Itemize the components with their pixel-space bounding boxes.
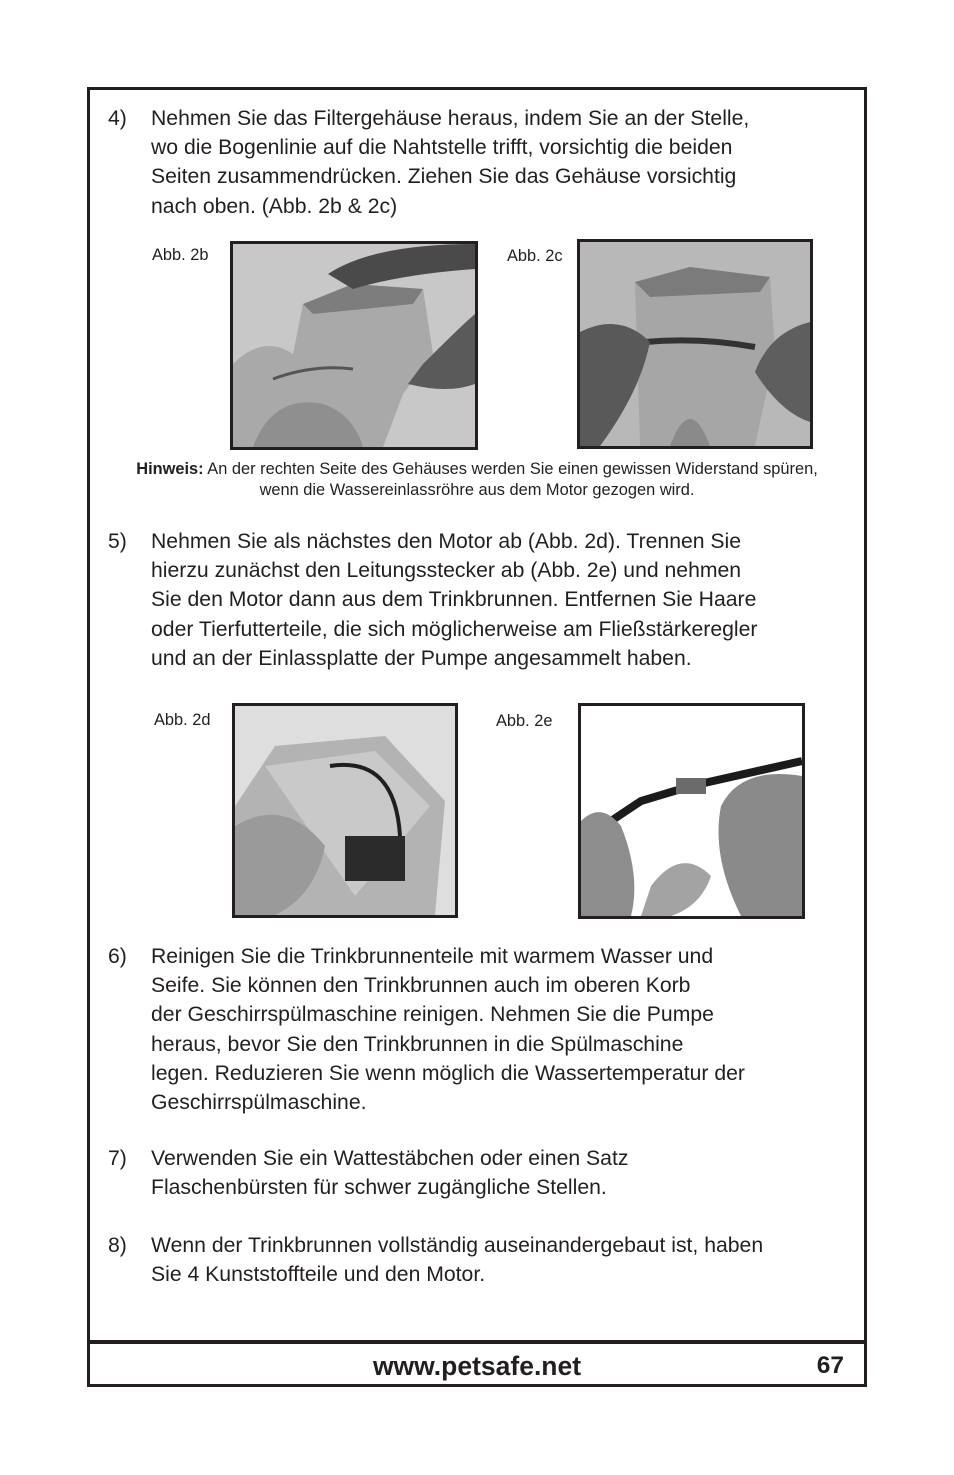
figure-caption-2b: Abb. 2b [152,246,209,264]
step-number: 7) [108,1147,127,1170]
step-4 [108,104,858,221]
step-8 [108,1231,858,1289]
footer-url[interactable]: www.petsafe.net [372,1351,582,1381]
footer-divider [87,1340,867,1344]
photo-abb-2d [232,703,458,918]
step-5 [108,527,858,673]
note [120,459,834,501]
step-text: Nehmen Sie als nächstes den Motor ab (Abb. 2d). Trennen Sie hierzu zunächst den Leitungsstecker ab (Abb. 2e) und nehmen Sie den Motor dann aus dem Trinkbrunnen. Entfernen Sie Haare oder Tierfutterteile, die sich möglicherweise am Fließstärkeregler und an der Einlassplatte der Pumpe angesammelt haben. [151,530,758,670]
figure-caption-2d: Abb. 2d [154,711,211,729]
figure-caption-2e: Abb. 2e [496,712,553,730]
step-7 [108,1144,858,1202]
step-number: 4) [108,107,127,130]
step-number: 8) [108,1234,127,1257]
note-text: An der rechten Seite des Gehäuses werden Sie einen gewissen Widerstand spüren, wenn die Wassereinlassröhre aus dem Motor gezogen wird. [203,460,818,500]
step-text: Reinigen Sie die Trinkbrunnenteile mit warmem Wasser und Seife. Sie können den Trinkbrunnen auch im oberen Korb der Geschirrspülmaschine reinigen. Nehmen Sie die Pumpe heraus, bevor Sie den Trinkbrunnen in die Spülmaschine legen. Reduzieren Sie wenn möglich die Wassertemperatur der Geschirrspülmaschine. [151,945,745,1115]
page-number: 67 [816,1352,844,1379]
step-text: Wenn der Trinkbrunnen vollständig auseinandergebaut ist, haben Sie 4 Kunststoffteile und den Motor. [151,1234,764,1287]
step-number: 5) [108,530,127,553]
step-number: 6) [108,945,127,968]
photo-abb-2e [578,703,805,919]
step-6 [108,942,858,1117]
note-label: Hinweis: [136,460,204,478]
step-text: Nehmen Sie das Filtergehäuse heraus, indem Sie an der Stelle, wo die Bogenlinie auf die Nahtstelle trifft, vorsichtig die beiden Seiten zusammendrücken. Ziehen Sie das Gehäuse vorsichtig nach oben. (Abb. 2b & 2c) [151,107,750,218]
figure-caption-2c: Abb. 2c [507,247,563,265]
photo-abb-2c [577,239,813,449]
photo-abb-2b [230,241,478,450]
step-text: Verwenden Sie ein Wattestäbchen oder einen Satz Flaschenbürsten für schwer zugängliche Stellen. [151,1147,629,1200]
